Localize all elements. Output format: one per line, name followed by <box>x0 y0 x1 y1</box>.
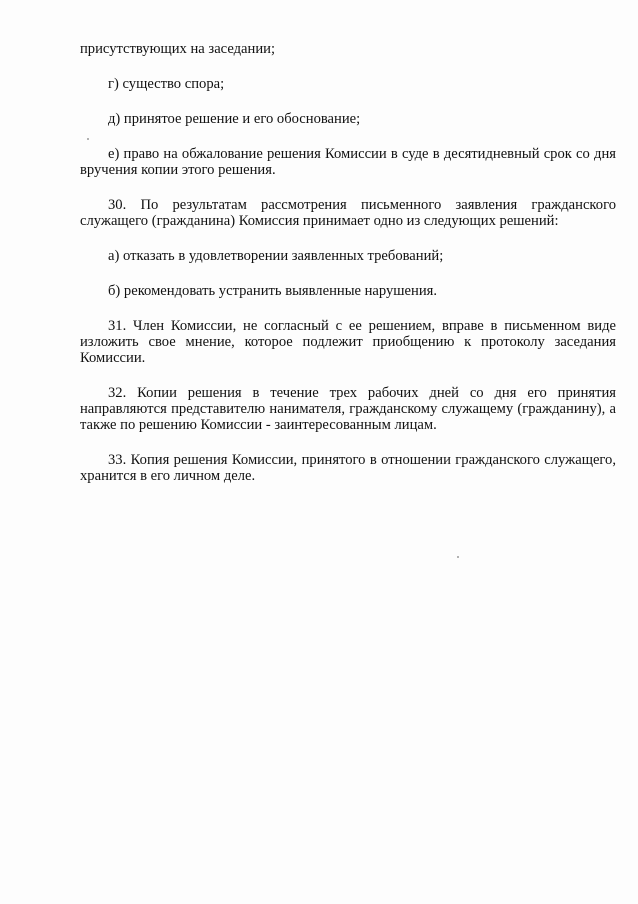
scan-speck <box>457 556 459 558</box>
document-body <box>80 41 616 484</box>
paragraph-31: 31. Член Комиссии, не согласный с ее решением, вправе в письменном виде изложить свое мнение, которое подлежит приобщению к протоколу заседания Комиссии. <box>80 318 616 366</box>
paragraph-item-a: а) отказать в удовлетворении заявленных требований; <box>108 248 444 264</box>
paragraph-item-d: д) принятое решение и его обоснование; <box>108 111 361 127</box>
paragraph-33: 33. Копия решения Комиссии, принятого в отношении гражданского служащего, хранится в его личном деле. <box>80 452 616 484</box>
paragraph-32: 32. Копии решения в течение трех рабочих дней со дня его принятия направляются представителю нанимателя, гражданскому служащему (гражданину), а также по решению Комиссии - заинтересованным лицам. <box>80 385 616 433</box>
paragraph-30: 30. По результатам рассмотрения письменного заявления гражданского служащего (гражданина) Комиссия принимает одно из следующих решений: <box>80 197 616 229</box>
paragraph-item-b: б) рекомендовать устранить выявленные нарушения. <box>108 283 438 299</box>
paragraph-item-e: е) право на обжалование решения Комиссии в суде в десятидневный срок со дня вручения копии этого решения. <box>80 146 616 178</box>
paragraph-item-g: г) существо спора; <box>108 76 225 92</box>
paragraph-continuation: присутствующих на заседании; <box>80 41 275 57</box>
scan-speck <box>87 138 89 140</box>
